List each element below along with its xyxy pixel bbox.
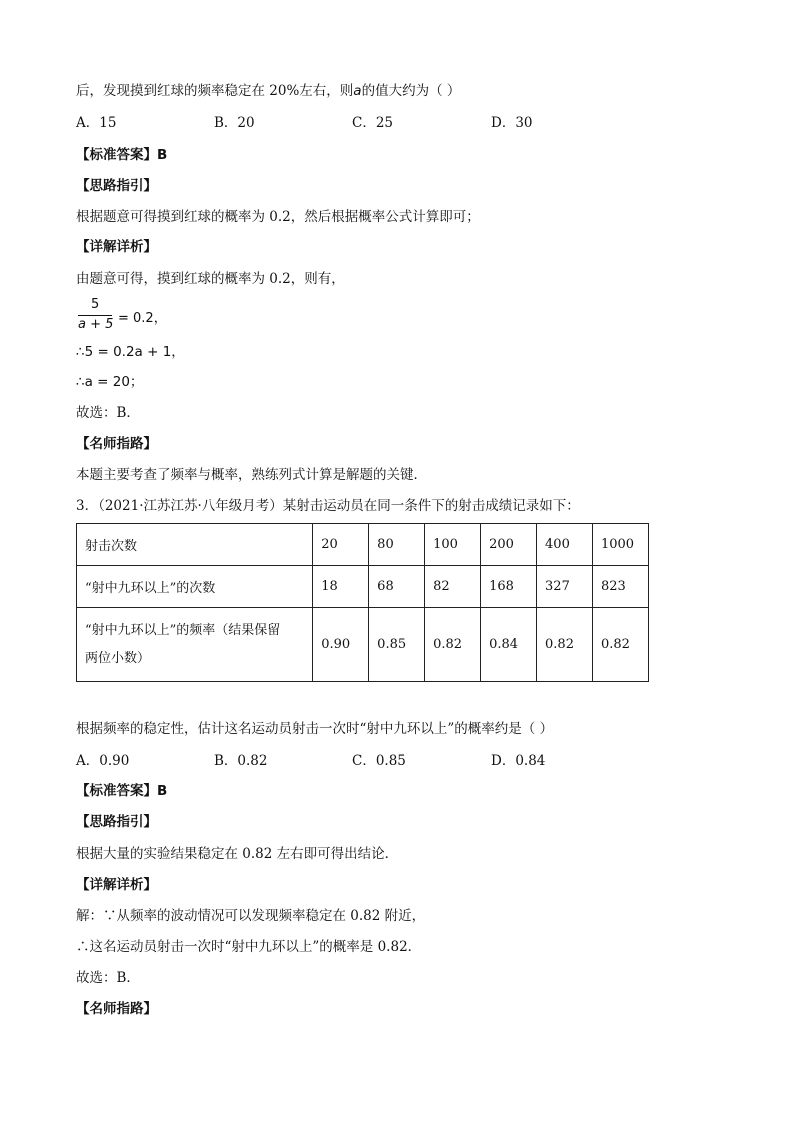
table-row-label: “射中九环以上”的次数: [77, 566, 313, 608]
q3-hint-heading: 【思路指引】: [76, 814, 157, 830]
q3-detail-heading: 【详解详析】: [76, 877, 157, 893]
q2-stem-variable: a: [353, 83, 362, 99]
q3-data-table: [76, 523, 649, 682]
q3-choice: 故选：B．: [76, 970, 140, 986]
table-cell: 0.82: [425, 608, 481, 682]
table-cell: 168: [481, 566, 537, 608]
q3-question: 根据频率的稳定性，估计这名运动员射击一次时“射中九环以上”的概率约是（ ）: [76, 721, 554, 737]
table-cell: 0.82: [592, 608, 648, 682]
table-cell: 18: [313, 566, 369, 608]
table-row: [77, 566, 649, 608]
q3-stem: 3．（2021·江苏江苏·八年级月考）某射击运动员在同一条件下的射击成绩记录如下：: [76, 498, 580, 514]
table-row-label: [77, 608, 313, 682]
fraction-numerator: 5: [91, 297, 100, 312]
q2-step-3: ∴a = 20；: [76, 374, 144, 390]
table-cell: 200: [481, 524, 537, 566]
q2-option-b: B．20: [214, 115, 255, 131]
table-cell: 80: [369, 524, 425, 566]
fraction-bar: [78, 315, 112, 316]
q3-option-b: B．0.82: [214, 753, 268, 769]
q3-hint: 根据大量的实验结果稳定在 0.82 左右即可得出结论．: [76, 846, 399, 862]
table-row-label-line-1: “射中九环以上”的频率（结果保留: [85, 622, 281, 638]
q2-teacher-heading: 【名师指路】: [76, 436, 157, 452]
table-cell: 100: [425, 524, 481, 566]
q2-hint-heading: 【思路指引】: [76, 178, 157, 194]
q2-stem-end: 的值大约为（ ）: [361, 83, 461, 99]
q2-detail-heading: 【详解详析】: [76, 239, 157, 255]
table-cell: 20: [313, 524, 369, 566]
table-row: [77, 524, 649, 566]
q2-option-d: D．30: [491, 115, 533, 131]
fraction-rhs: = 0.2，: [118, 311, 167, 326]
q2-hint: 根据题意可得摸到红球的概率为 0.2，然后根据概率公式计算即可；: [76, 209, 480, 225]
q2-option-c: C．25: [352, 115, 394, 131]
table-cell: 82: [425, 566, 481, 608]
table-cell: 0.90: [313, 608, 369, 682]
table-row-label: 射击次数: [77, 524, 313, 566]
table-cell: 0.85: [369, 608, 425, 682]
q3-detail-line-1: 解：∵从频率的波动情况可以发现频率稳定在 0.82 附近，: [76, 908, 426, 924]
q2-stem-text: 后，发现摸到红球的频率稳定在 20%左右，则: [76, 83, 354, 99]
table-cell: 0.82: [537, 608, 593, 682]
table-cell: 0.84: [481, 608, 537, 682]
q3-detail-line-2: ∴这名运动员射击一次时“射中九环以上”的概率是 0.82．: [76, 939, 422, 955]
table-cell: 1000: [592, 524, 648, 566]
q2-step-2: ∴5 = 0.2a + 1，: [76, 344, 185, 360]
table-row: [77, 608, 649, 682]
q2-stem: [76, 81, 460, 101]
table-cell: 823: [592, 566, 648, 608]
q2-choice: 故选：B．: [76, 405, 140, 421]
table-cell: 327: [537, 566, 593, 608]
table-cell: 400: [537, 524, 593, 566]
q2-detail-line-1: 由题意可得，摸到红球的概率为 0.2，则有，: [76, 271, 345, 287]
q2-teacher-note: 本题主要考查了频率与概率，熟练列式计算是解题的关键．: [76, 467, 427, 483]
q3-teacher-heading: 【名师指路】: [76, 1001, 157, 1017]
table-cell: 68: [369, 566, 425, 608]
q2-option-a: A．15: [76, 115, 117, 131]
q3-option-d: D．0.84: [491, 753, 546, 769]
table-row-label-line-2: 两位小数）: [85, 650, 151, 666]
q3-answer: 【标准答案】B: [76, 783, 168, 799]
q2-answer: 【标准答案】B: [76, 147, 168, 163]
fraction-denominator: a + 5: [78, 317, 114, 332]
q3-option-a: A．0.90: [76, 753, 130, 769]
q3-option-c: C．0.85: [352, 753, 406, 769]
